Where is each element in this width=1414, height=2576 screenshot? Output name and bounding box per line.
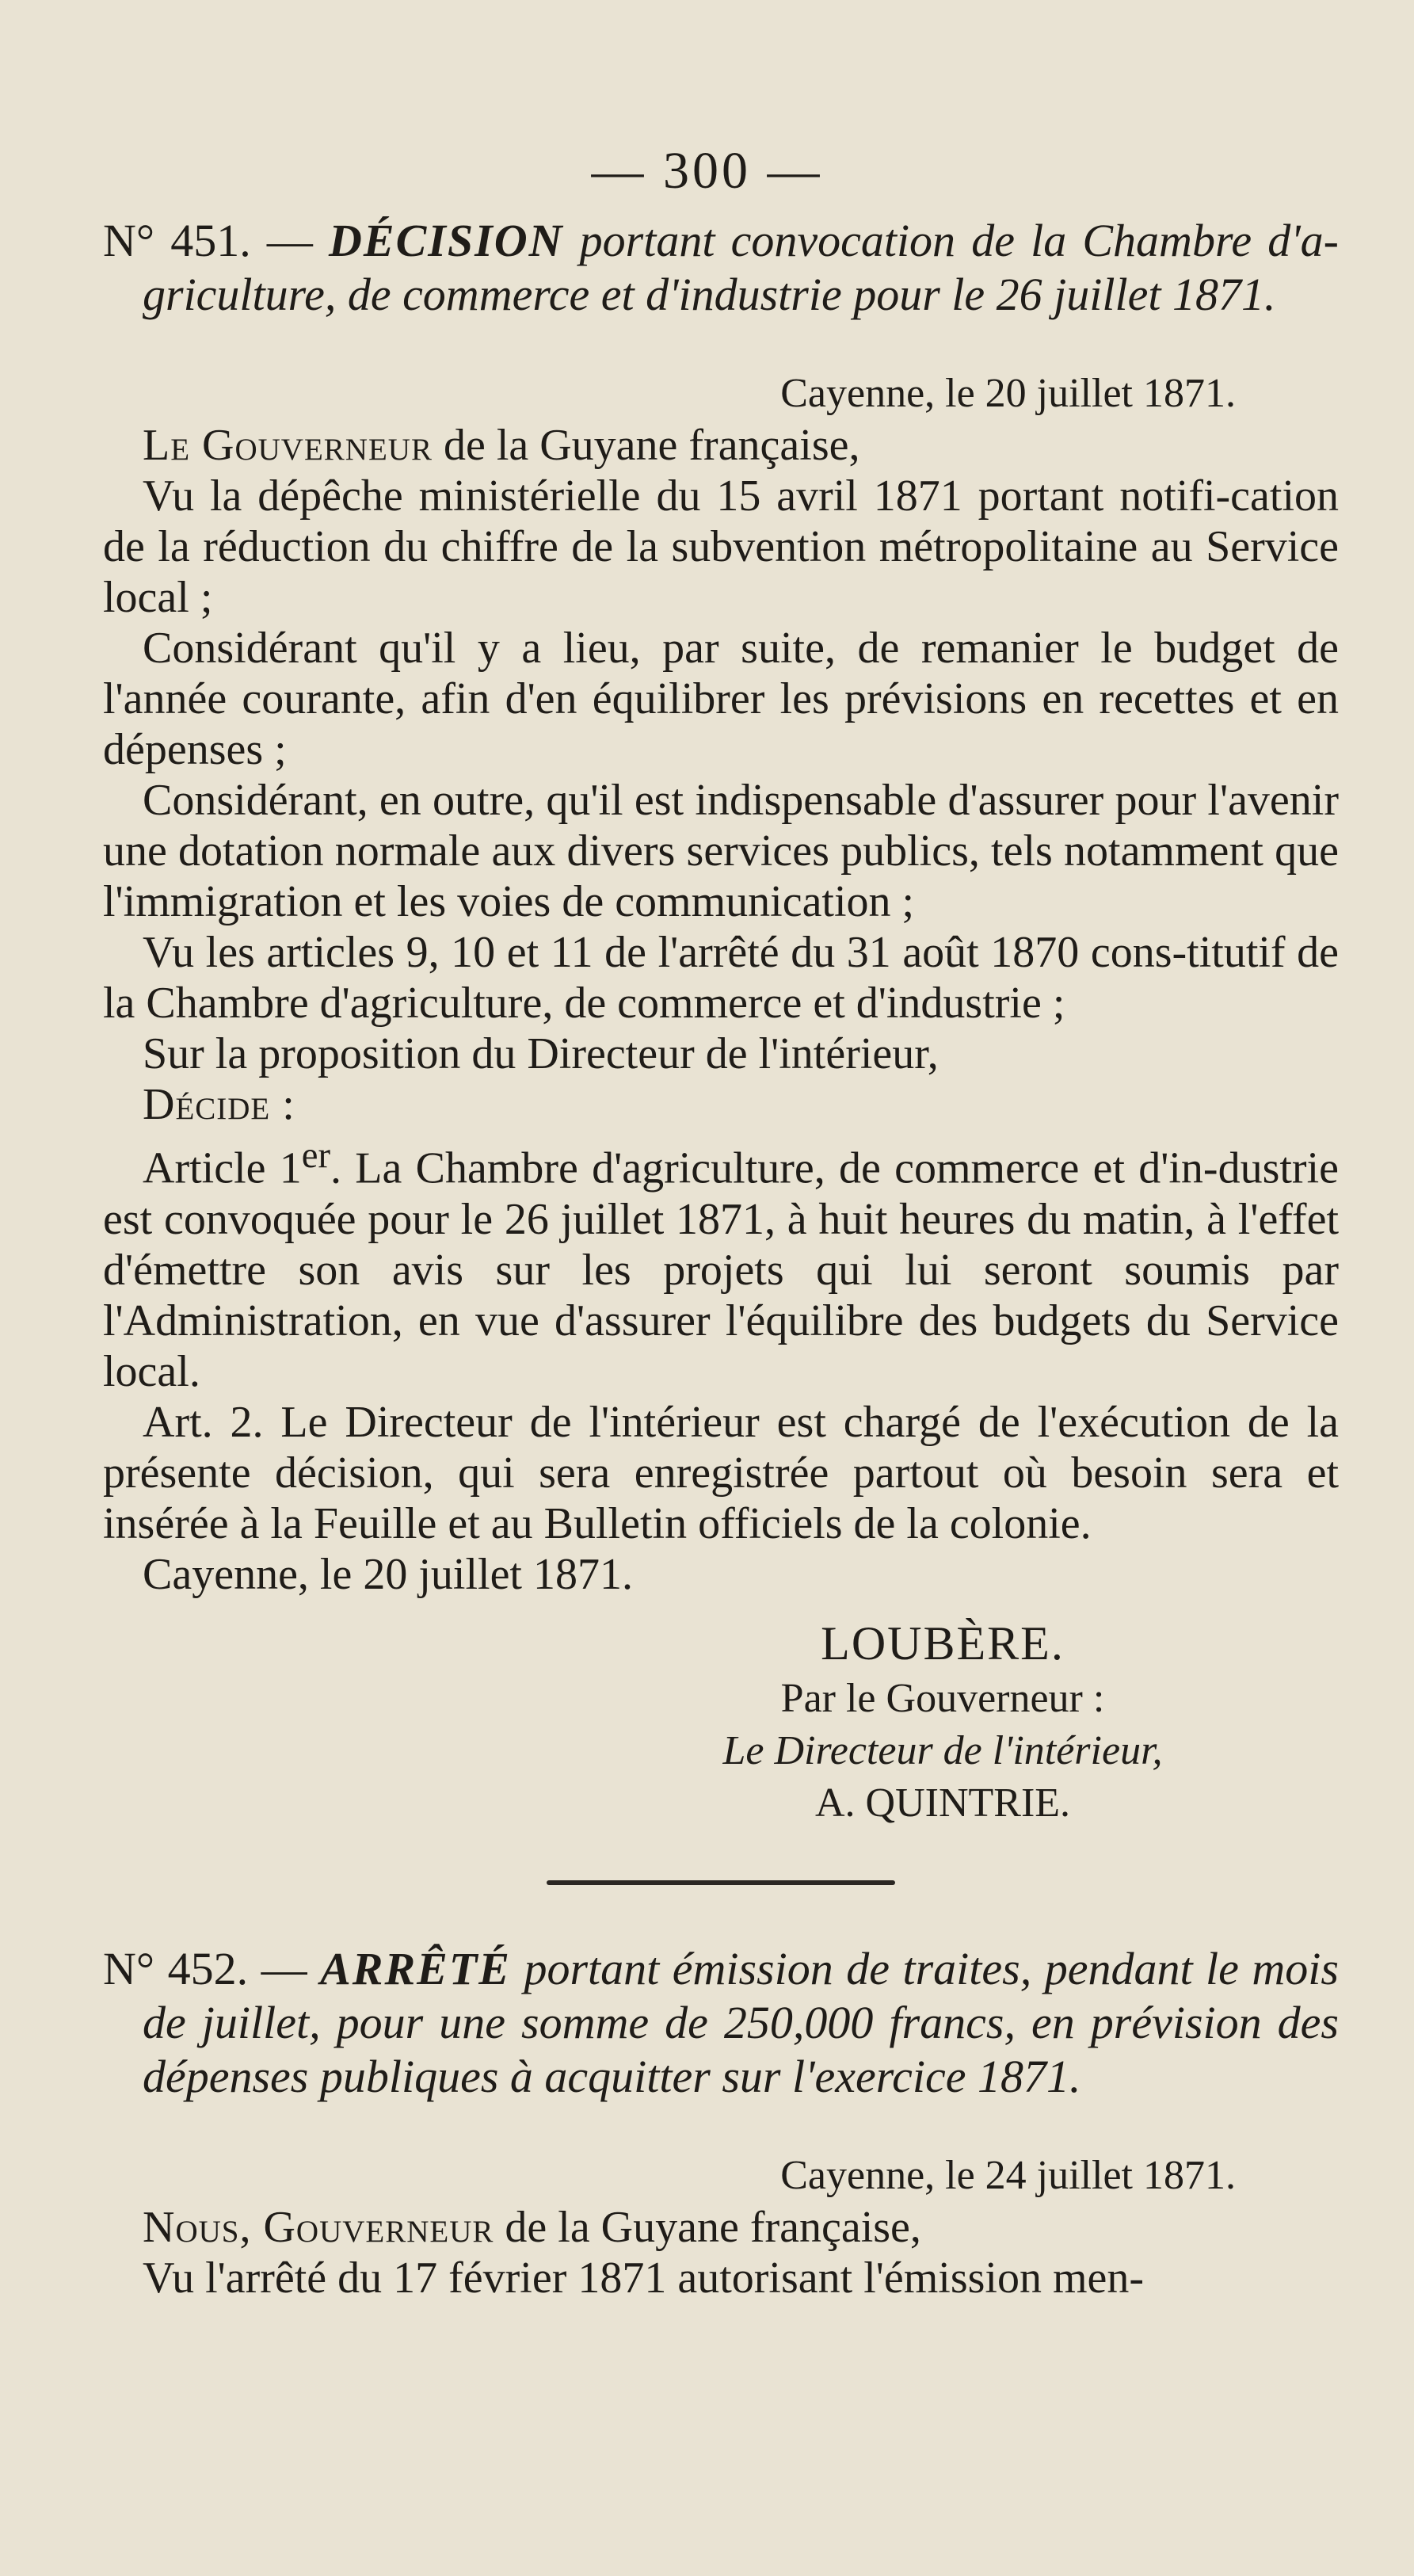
decision-451 — [103, 214, 1339, 1830]
article-1-sup: er — [301, 1135, 330, 1176]
decision-number: N° 451. — — [103, 215, 313, 266]
page-number: — 300 — — [591, 142, 823, 200]
governor-rest: de la Guyane française, — [443, 421, 860, 470]
decision-dateline: Cayenne, le 20 juillet 1871. — [780, 371, 1236, 416]
director-name: A. QUINTRIE. — [814, 1780, 1071, 1826]
arrete-title-keyword: ARRÊTÉ — [320, 1942, 511, 1994]
par-le-gouverneur: Par le Gouverneur : — [780, 1675, 1105, 1721]
arrete-title: portant émission de traites, pendant le mois de juillet, pour une somme de 250,000 francs, en prévision des dépenses publiques à acquitter sur l'exercice 1871. — [143, 1942, 1339, 2102]
decision-title: portant convocation de la Chambre d'a-griculture, de commerce et d'industrie pour le 26 juillet 1871. — [143, 215, 1339, 320]
recital-1: Vu la dépêche ministérielle du 15 avril 1871 portant notifi-cation de la réduction du chiffre de la subvention métropolitaine au Service local ; — [103, 471, 1339, 622]
recital-5: Sur la proposition du Directeur de l'intérieur, — [143, 1029, 939, 1078]
arrete-number: N° 452. — — [103, 1942, 307, 1994]
decision-opening — [103, 420, 1339, 471]
closing-date: Cayenne, le 20 juillet 1871. — [143, 1549, 633, 1599]
article-2: Art. 2. Le Directeur de l'intérieur est chargé de l'exécution de la présente décision, qui sera enregistrée partout où besoin sera et insérée à la Feuille et au Bulletin officiels de la colonie. — [103, 1397, 1339, 1548]
arrete-452 — [103, 1942, 1339, 2303]
arrete-opening-rest: de la Guyane française, — [505, 2202, 921, 2252]
article-1 — [103, 1130, 1339, 1397]
recital-3: Considérant, en outre, qu'il est indispensable d'assurer pour l'avenir une dotation normale aux divers services publics, tels notamment que l'immigration et les voies de communication ; — [103, 776, 1339, 926]
section-divider — [547, 1880, 895, 1885]
arrete-dateline: Cayenne, le 24 juillet 1871. — [780, 2152, 1236, 2198]
decide-label — [103, 1079, 1339, 1130]
decide-text: Décide : — [143, 1080, 295, 1129]
signature: LOUBÈRE. — [821, 1616, 1065, 1670]
governor-label: Le Gouverneur — [143, 421, 433, 470]
arrete-opening — [103, 2202, 1339, 2253]
recital-4: Vu les articles 9, 10 et 11 de l'arrêté du 31 août 1870 cons-titutif de la Chambre d'agriculture, de commerce et d'industrie ; — [103, 928, 1339, 1028]
decision-title-keyword: DÉCISION — [329, 215, 564, 266]
arrete-heading — [103, 1942, 1339, 2104]
article-1-text: . La Chambre d'agriculture, de commerce et d'in-dustrie est convoquée pour le 26 juillet 1871, à huit heures du matin, à l'effet d'émettre son avis sur les projets qui lui seront soumis par l'Administration, en vue d'assurer l'équilibre des budgets du Service local. — [103, 1143, 1339, 1396]
director-title: Le Directeur de l'intérieur, — [722, 1727, 1163, 1773]
recital-2: Considérant qu'il y a lieu, par suite, de remanier le budget de l'année courante, afin d'en équilibrer les prévisions en recettes et en dépenses ; — [103, 624, 1339, 774]
nous-gouverneur: Nous, Gouverneur — [143, 2202, 494, 2252]
decision-heading — [103, 214, 1339, 322]
article-1-label: Article 1 — [143, 1143, 302, 1193]
arrete-recital-1: Vu l'arrêté du 17 février 1871 autorisant l'émission men- — [143, 2253, 1145, 2303]
